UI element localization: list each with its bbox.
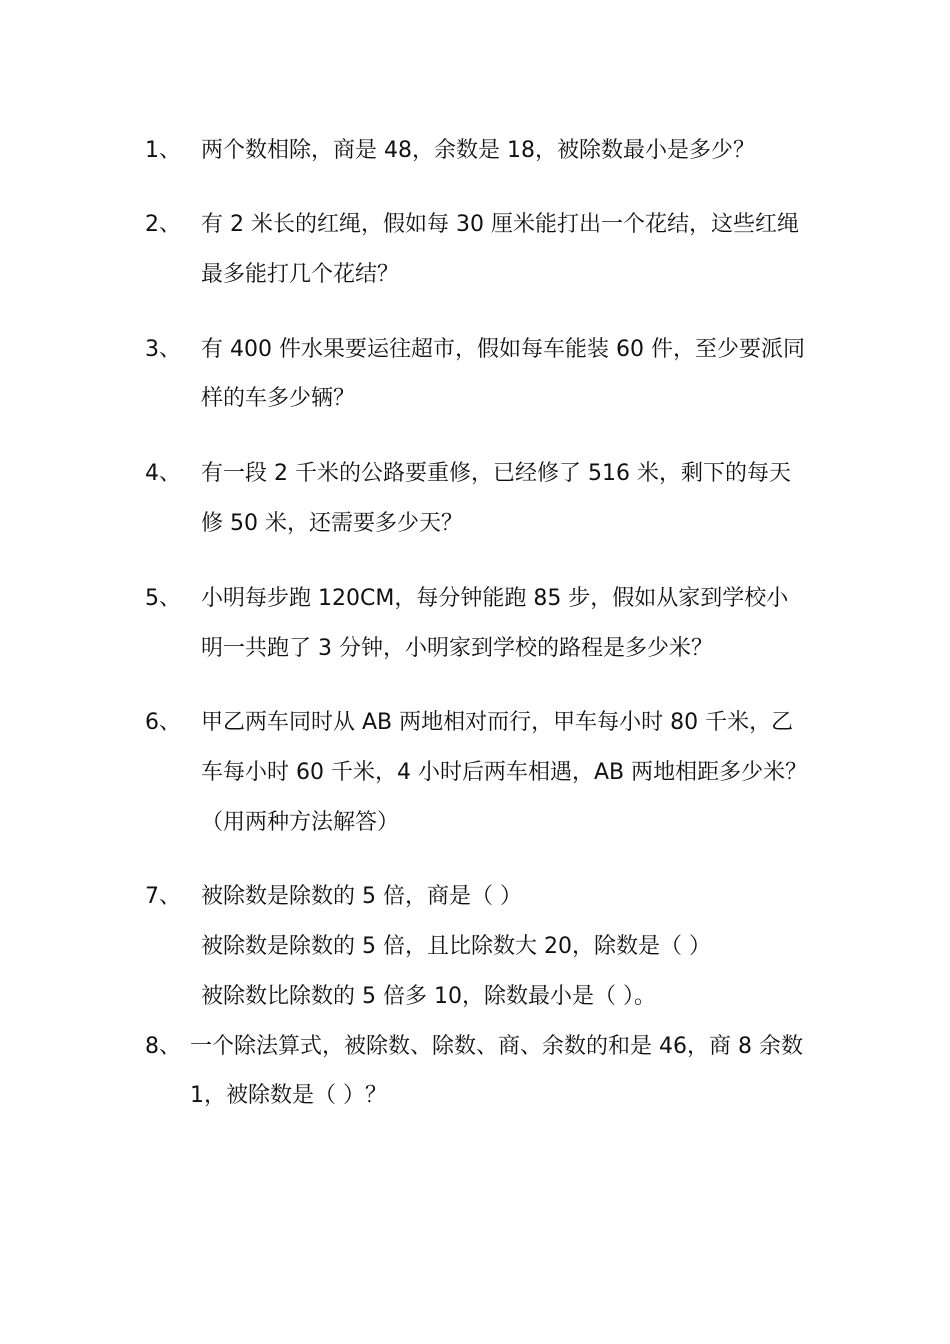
question-6-line-1: 甲乙两车同时从 AB 两地相对而行，甲车每小时 80 千米，乙	[201, 710, 794, 735]
question-5-line-1: 小明每步跑 120CM，每分钟能跑 85 步，假如从家到学校小	[201, 586, 789, 611]
question-2-line-2: 最多能打几个花结？	[201, 262, 400, 287]
question-4-line-2: 修 50 米，还需要多少天？	[201, 511, 463, 536]
question-4-line-1: 有一段 2 千米的公路要重修，已经修了 516 米，剩下的每天	[201, 461, 791, 486]
question-6-number: 6、	[145, 710, 181, 735]
question-3-line-2: 样的车多少辆？	[201, 386, 356, 411]
question-1-line-1: 两个数相除，商是 48，余数是 18，被除数最小是多少？	[201, 138, 755, 163]
question-7-number: 7、	[145, 884, 181, 909]
question-7-line-3: 被除数比除数的 5 倍多 10，除数最小是（ ）。	[201, 984, 656, 1009]
question-6-line-2: 车每小时 60 千米，4 小时后两车相遇，AB 两地相距多少米？	[201, 760, 808, 785]
question-8-line-1: 一个除法算式，被除数、除数、商、余数的和是 46，商 8 余数	[190, 1034, 803, 1059]
question-1-number: 1、	[145, 138, 181, 163]
question-2-number: 2、	[145, 212, 181, 237]
question-2-line-1: 有 2 米长的红绳，假如每 30 厘米能打出一个花结，这些红绳	[201, 212, 799, 237]
question-6-line-3: （用两种方法解答）	[201, 810, 400, 835]
question-7-line-2: 被除数是除数的 5 倍，且比除数大 20，除数是（ ）	[201, 934, 711, 959]
question-5-number: 5、	[145, 586, 181, 611]
question-8-number: 8、	[145, 1034, 181, 1059]
question-4-number: 4、	[145, 461, 181, 486]
question-3-line-1: 有 400 件水果要运往超市，假如每车能装 60 件，至少要派同	[201, 337, 805, 362]
question-5-line-2: 明一共跑了 3 分钟，小明家到学校的路程是多少米？	[201, 636, 713, 661]
question-7-line-1: 被除数是除数的 5 倍，商是（ ）	[201, 884, 522, 909]
question-3-number: 3、	[145, 337, 181, 362]
question-8-line-2: 1，被除数是（ ）？	[190, 1083, 387, 1108]
